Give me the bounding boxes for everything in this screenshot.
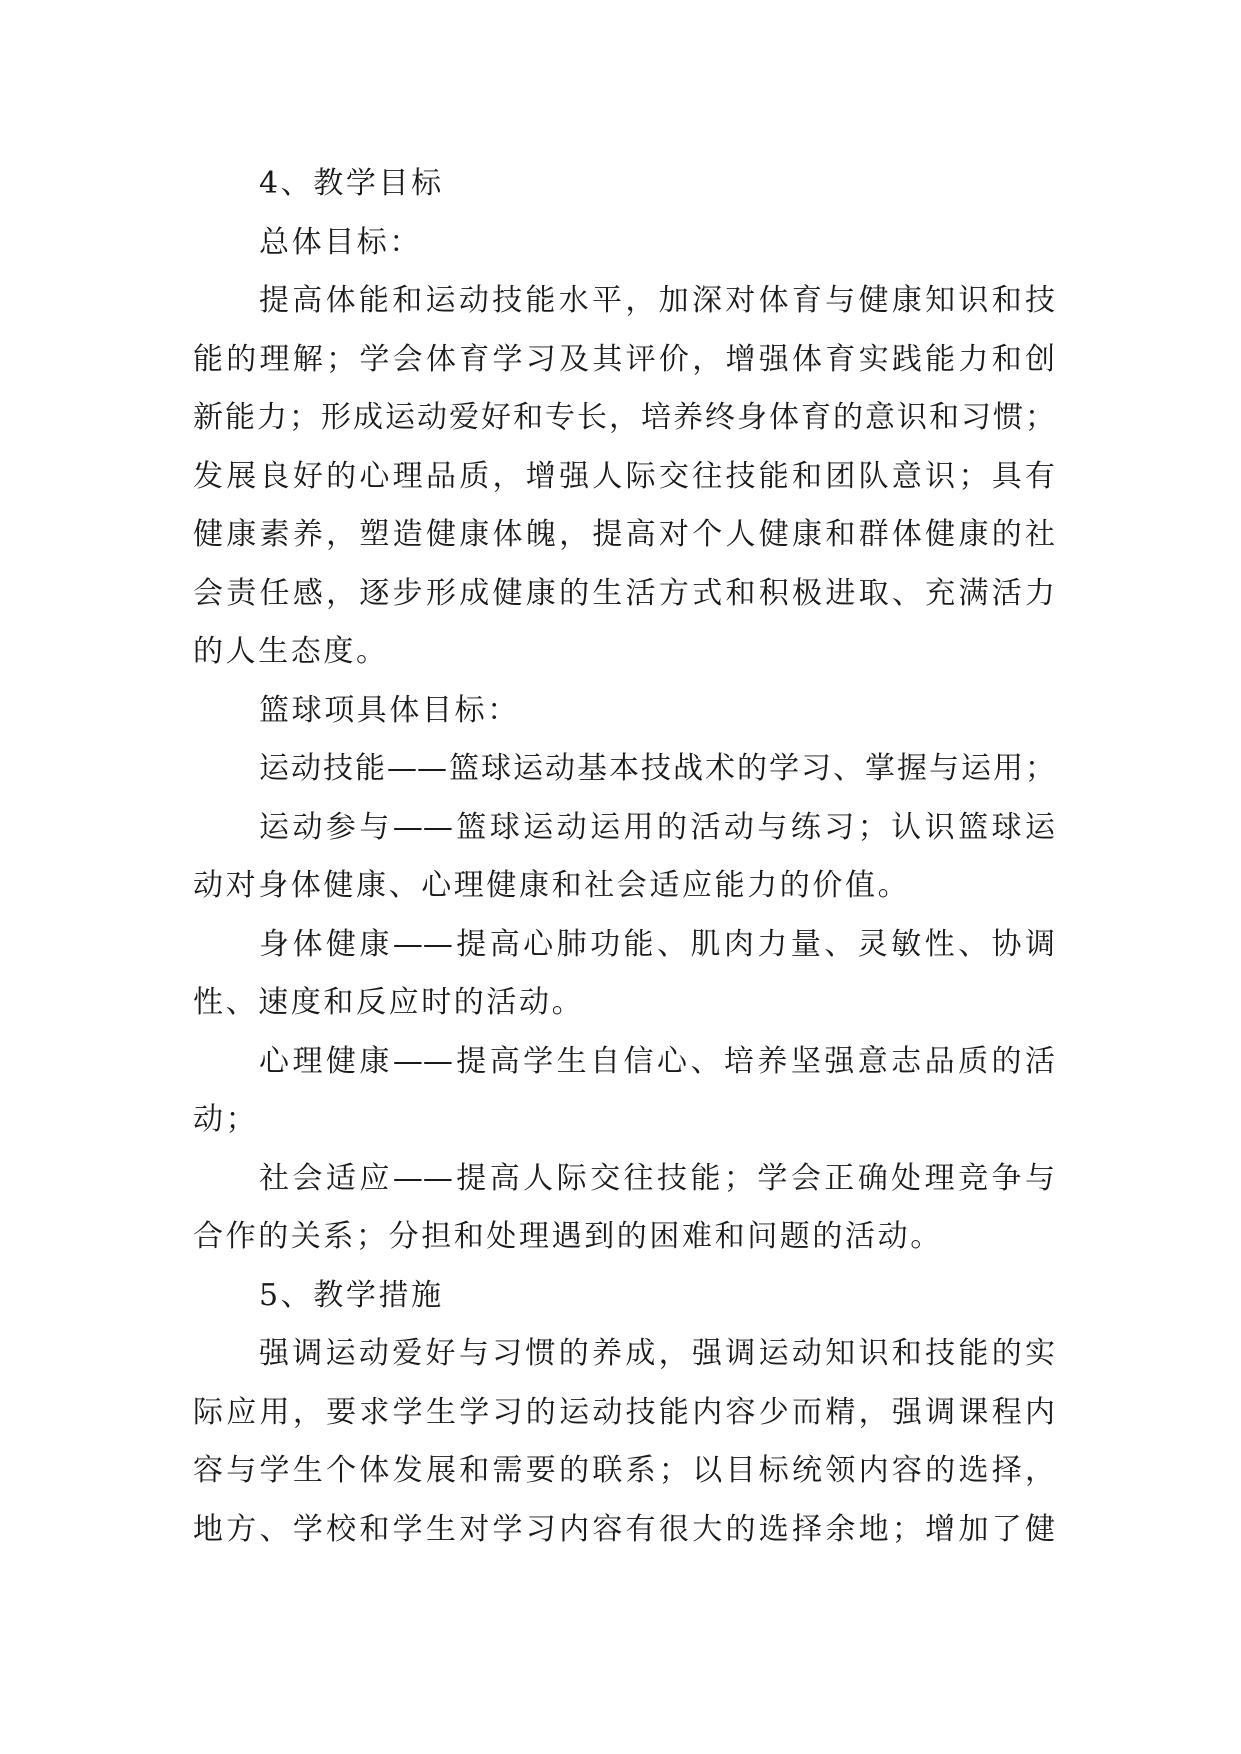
text-line: 的人生态度。 [193,634,389,669]
text-line: 合作的关系；分担和处理遇到的困难和问题的活动。 [193,1219,943,1254]
subheading-overall-goals: 总体目标： [259,224,422,260]
section-heading-teaching-goals: 4、教学目标 [259,166,444,201]
text-line: 身体健康——提高心肺功能、肌肉力量、灵敏性、协调 [259,926,1055,962]
text-line: 社会适应——提高人际交往技能；学会正确处理竞争与 [259,1160,1055,1196]
text-line: 心理健康——提高学生自信心、培养坚强意志品质的活 [259,1043,1055,1079]
text-line: 运动参与——篮球运动运用的活动与练习；认识篮球运 [259,809,1055,845]
text-line: 提高体能和运动技能水平，加深对体育与健康知识和技 [259,283,1055,318]
section-heading-teaching-measures: 5、教学措施 [259,1277,444,1313]
subheading-basketball-goals: 篮球项具体目标： [259,692,520,728]
text-line: 能的理解；学会体育学习及其评价，增强体育实践能力和创 [193,341,1055,377]
text-line: 发展良好的心理品质，增强人际交往技能和团队意识；具有 [193,458,1055,494]
text-line: 健康素养，塑造健康体魄，提高对个人健康和群体健康的社 [193,517,1055,552]
text-line: 动对身体健康、心理健康和社会适应能力的价值。 [193,868,911,903]
text-line: 际应用，要求学生学习的运动技能内容少而精，强调课程内 [193,1394,1055,1430]
text-line: 动； [193,1102,259,1137]
text-line: 新能力；形成运动爱好和专长，培养终身体育的意识和习惯； [193,400,1055,435]
text-line: 容与学生个体发展和需要的联系；以目标统领内容的选择， [193,1453,1055,1488]
text-line: 运动技能——篮球运动基本技战术的学习、掌握与运用； [259,751,1055,786]
text-line: 性、速度和反应时的活动。 [193,985,585,1020]
text-line: 强调运动爱好与习惯的养成，强调运动知识和技能的实 [259,1336,1055,1371]
document-body [193,155,1055,1559]
text-line: 会责任感，逐步形成健康的生活方式和积极进取、充满活力 [193,575,1055,611]
text-line: 地方、学校和学生对学习内容有很大的选择余地；增加了健 [193,1511,1055,1547]
